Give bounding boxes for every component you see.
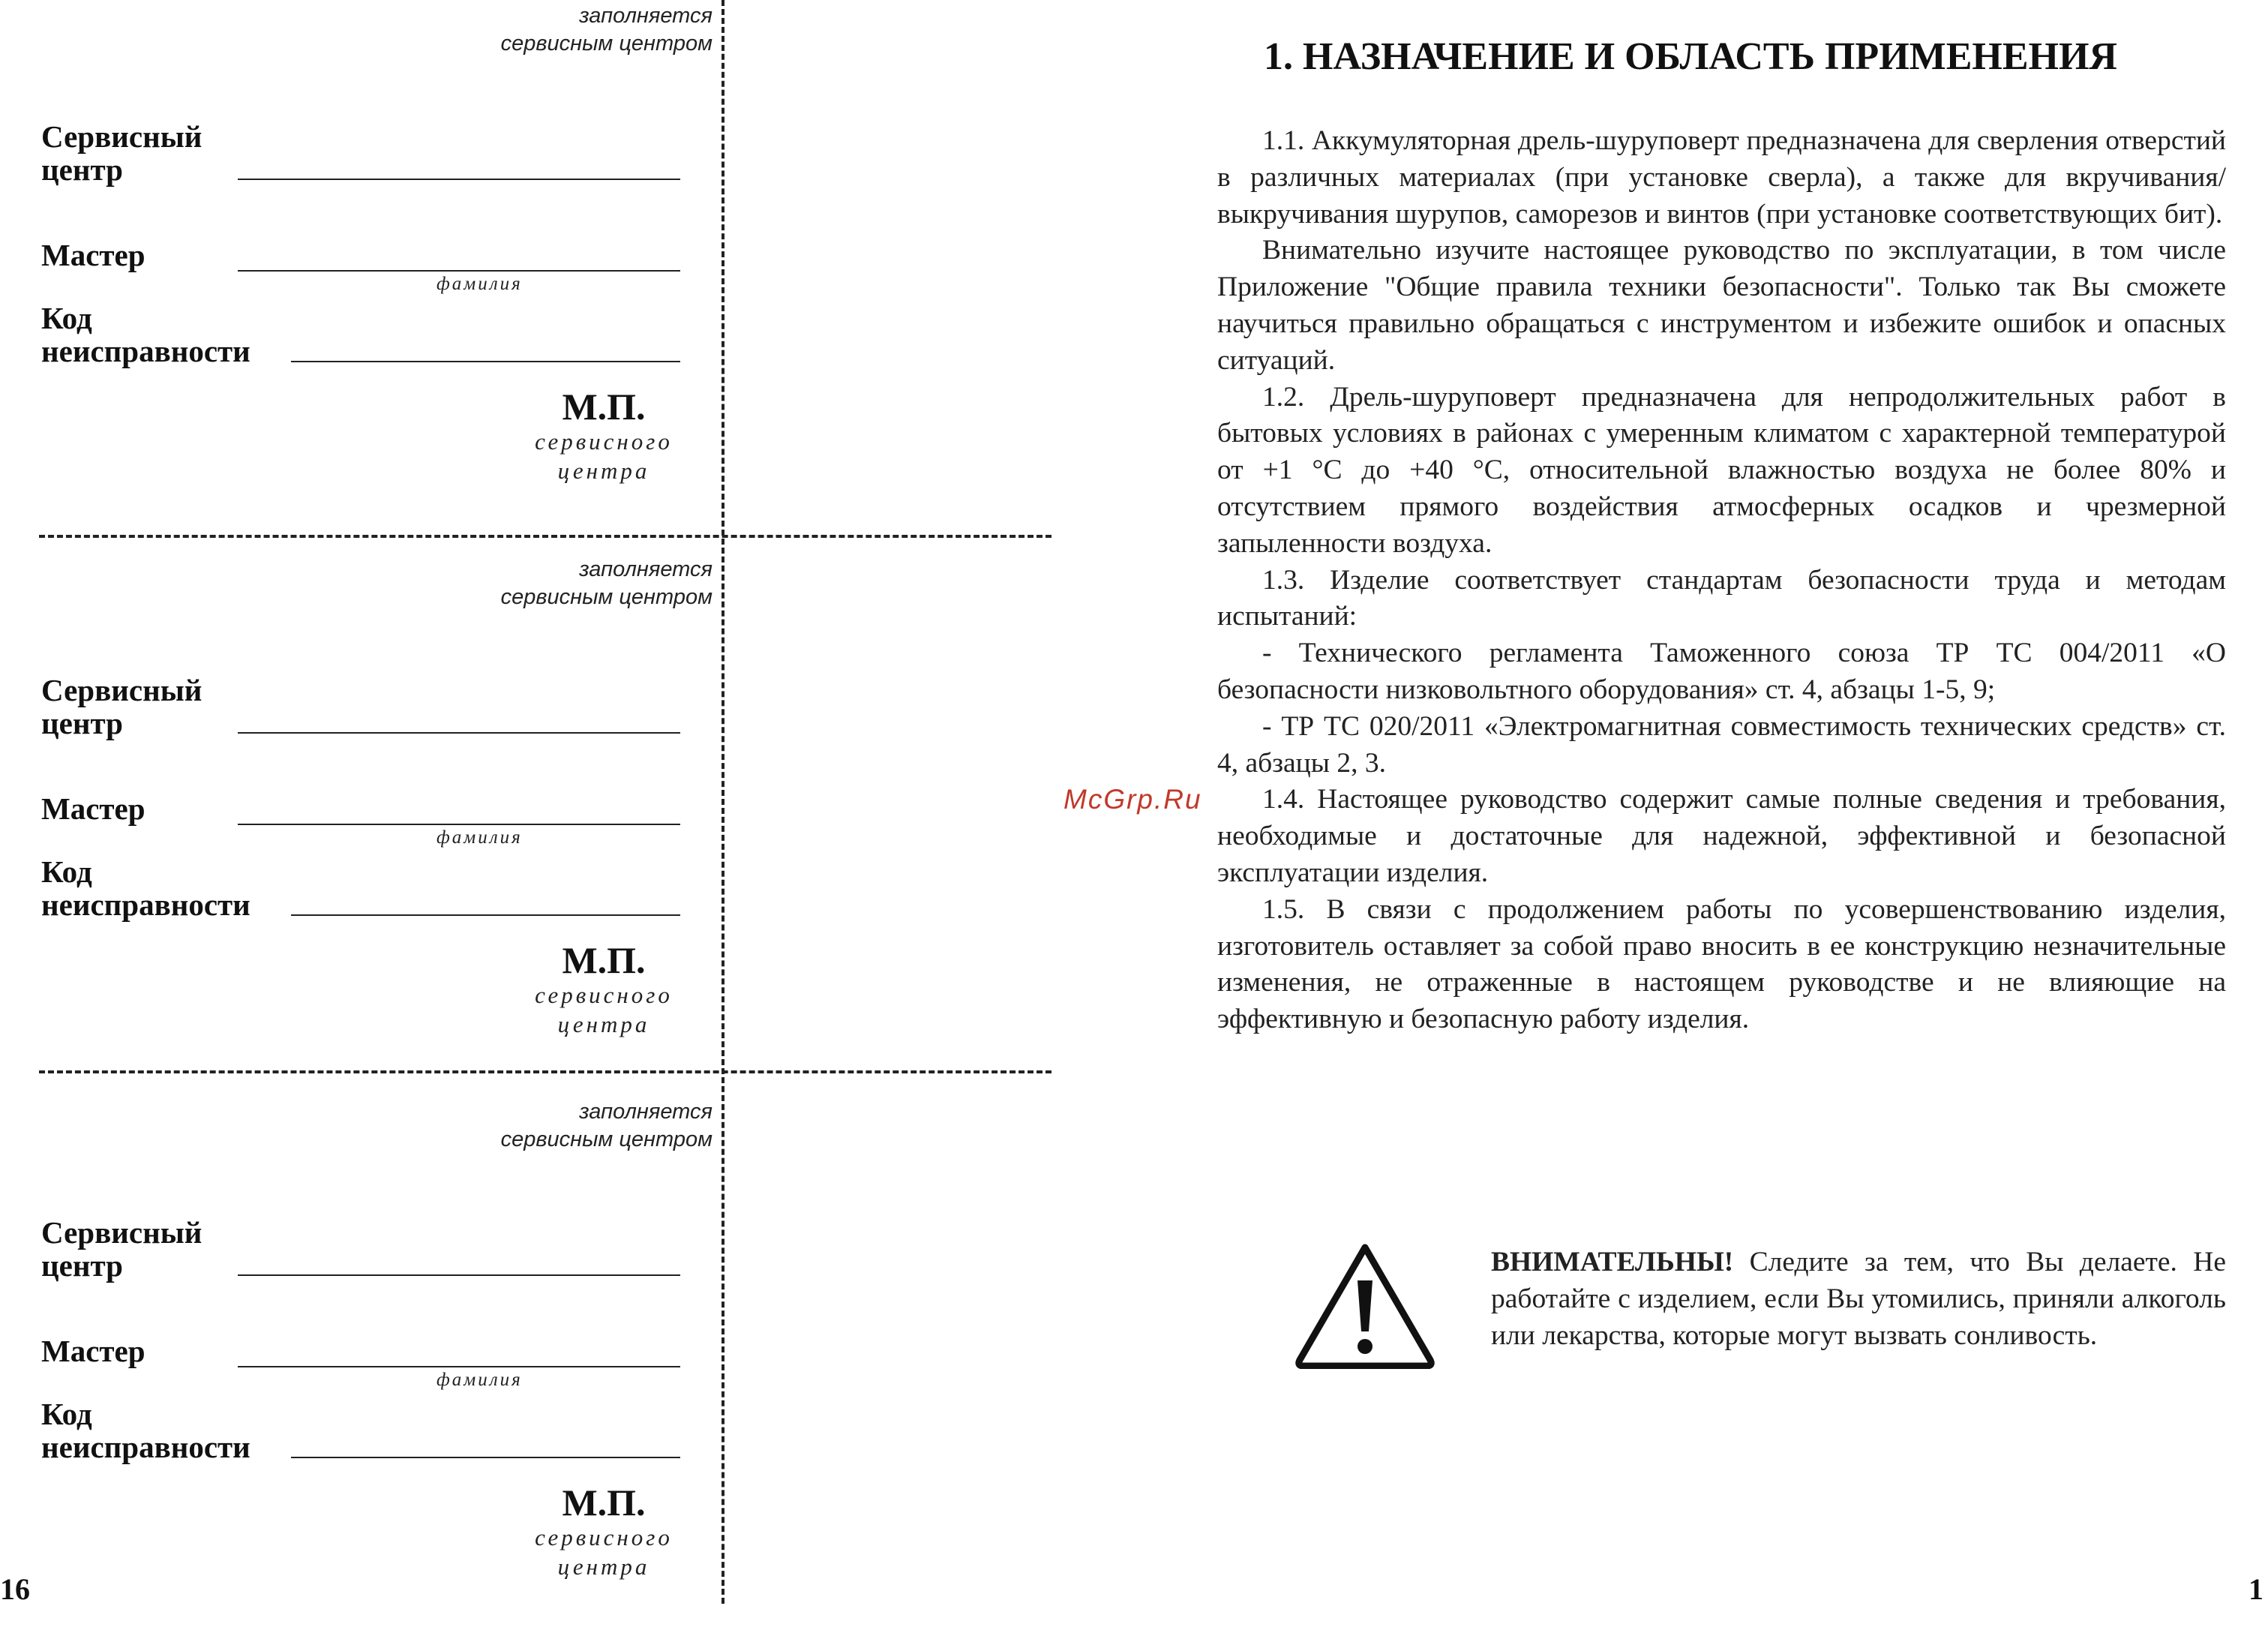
warning-text [1491, 1244, 2226, 1354]
vertical-cut-line [722, 0, 724, 1604]
fault-code-label: Код неисправности [41, 1397, 250, 1464]
fault-code-label: Код неисправности [41, 854, 250, 922]
stamp-label: М.П. [562, 1481, 646, 1523]
service-center-field[interactable] [238, 1274, 680, 1276]
master-label: Мастер [41, 238, 146, 272]
watermark: McGrp.Ru [1064, 784, 1202, 815]
surname-hint: фамилия [436, 274, 523, 294]
fill-note: заполняется сервисным центром [500, 1100, 712, 1151]
paragraph-1-1: 1.1. Аккумуляторная дрель-шуруповерт предназначена для сверления отверстий в различных материалах (при установке сверла), а также для вкручивания/выкручивания шурупов, саморезов и винтов (при установке соответствующих бит). [1217, 125, 2226, 230]
fill-note: заполняется сервисным центром [500, 557, 712, 609]
warning-bold: ВНИМАТЕЛЬНЫ! [1491, 1247, 1734, 1277]
page-number-left: 16 [0, 1572, 30, 1606]
fault-code-field[interactable] [291, 361, 680, 362]
service-center-label: Сервисный центр [41, 673, 202, 740]
repair-coupon-3 [0, 1096, 720, 1636]
paragraph-1-3: 1.3. Изделие соответствует стандартам безопасности труда и методам испытаний: [1217, 564, 2226, 632]
service-center-field[interactable] [238, 179, 680, 180]
fault-code-label: Код неисправности [41, 301, 250, 368]
paragraph-1-4: 1.4. Настоящее руководство содержит самые полные сведения и требования, необходимые и достаточные для надежной, эффективной и безопасной эксплуатации изделия. [1217, 784, 2226, 888]
master-label: Мастер [41, 1334, 146, 1368]
paragraph-1-5: 1.5. В связи с продолжением работы по усовершенствованию изделия, изготовитель оставляет за собой право вносить в ее конструкцию незначительные изменения, не отраженные в настоящем руководстве и не влияющие на эффективную и безопасную работу изделия. [1217, 893, 2226, 1035]
paragraph-standard-2: - ТР ТС 020/2011 «Электромагнитная совместимость технических средств» ст. 4, абзацы 2, 3. [1217, 710, 2226, 779]
section-body [1217, 123, 2226, 1038]
stamp-label: М.П. [562, 386, 646, 428]
master-field[interactable] [238, 270, 680, 272]
stamp-label: М.П. [562, 939, 646, 981]
fault-code-field[interactable] [291, 1457, 680, 1458]
repair-coupon-2 [0, 554, 720, 1094]
page-number-right: 1 [2248, 1572, 2264, 1606]
stamp-subtitle: сервисного центра [535, 1524, 673, 1580]
repair-coupon-1 [0, 0, 720, 540]
warning-triangle-icon [1294, 1241, 1436, 1369]
fault-code-field[interactable] [291, 914, 680, 916]
section-heading: 1. НАЗНАЧЕНИЕ И ОБЛАСТЬ ПРИМЕНЕНИЯ [1264, 35, 2117, 78]
surname-hint: фамилия [436, 827, 523, 848]
paragraph-standard-1: - Технического регламента Таможенного союза ТР ТС 004/2011 «О безопасности низковольтного оборудования» ст. 4, абзацы 1-5, 9; [1217, 638, 2226, 705]
service-center-label: Сервисный центр [41, 1215, 202, 1283]
stamp-subtitle: сервисного центра [535, 428, 673, 484]
master-field[interactable] [238, 1366, 680, 1367]
warning-body: Следите за тем, что Вы делаете. Не работайте с изделием, если Вы утомились, приняли алкоголь или лекарства, которые могут вызвать сонливость. [1491, 1247, 2226, 1351]
fill-note: заполняется сервисным центром [500, 4, 712, 56]
surname-hint: фамилия [436, 1370, 523, 1390]
paragraph-intro: Внимательно изучите настоящее руководство по эксплуатации, в том числе Приложение "Общие правила техники безопасности". Только так Вы сможете научиться правильно обращаться с инструментом и избежите ошибок и опасных ситуаций. [1217, 235, 2226, 376]
stamp-subtitle: сервисного центра [535, 982, 673, 1037]
service-center-label: Сервисный центр [41, 119, 202, 187]
paragraph-1-2: 1.2. Дрель-шуруповерт предназначена для непродолжительных работ в бытовых условиях в районах с умеренным климатом с характерной температурой от +1 °С до +40 °С, относительной влажностью воздуха не более 80% и отсутствием прямого воздействия атмосферных осадков и чрезмерной запыленности воздуха. [1217, 381, 2226, 559]
master-label: Мастер [41, 791, 146, 826]
master-field[interactable] [238, 824, 680, 825]
service-center-field[interactable] [238, 732, 680, 734]
